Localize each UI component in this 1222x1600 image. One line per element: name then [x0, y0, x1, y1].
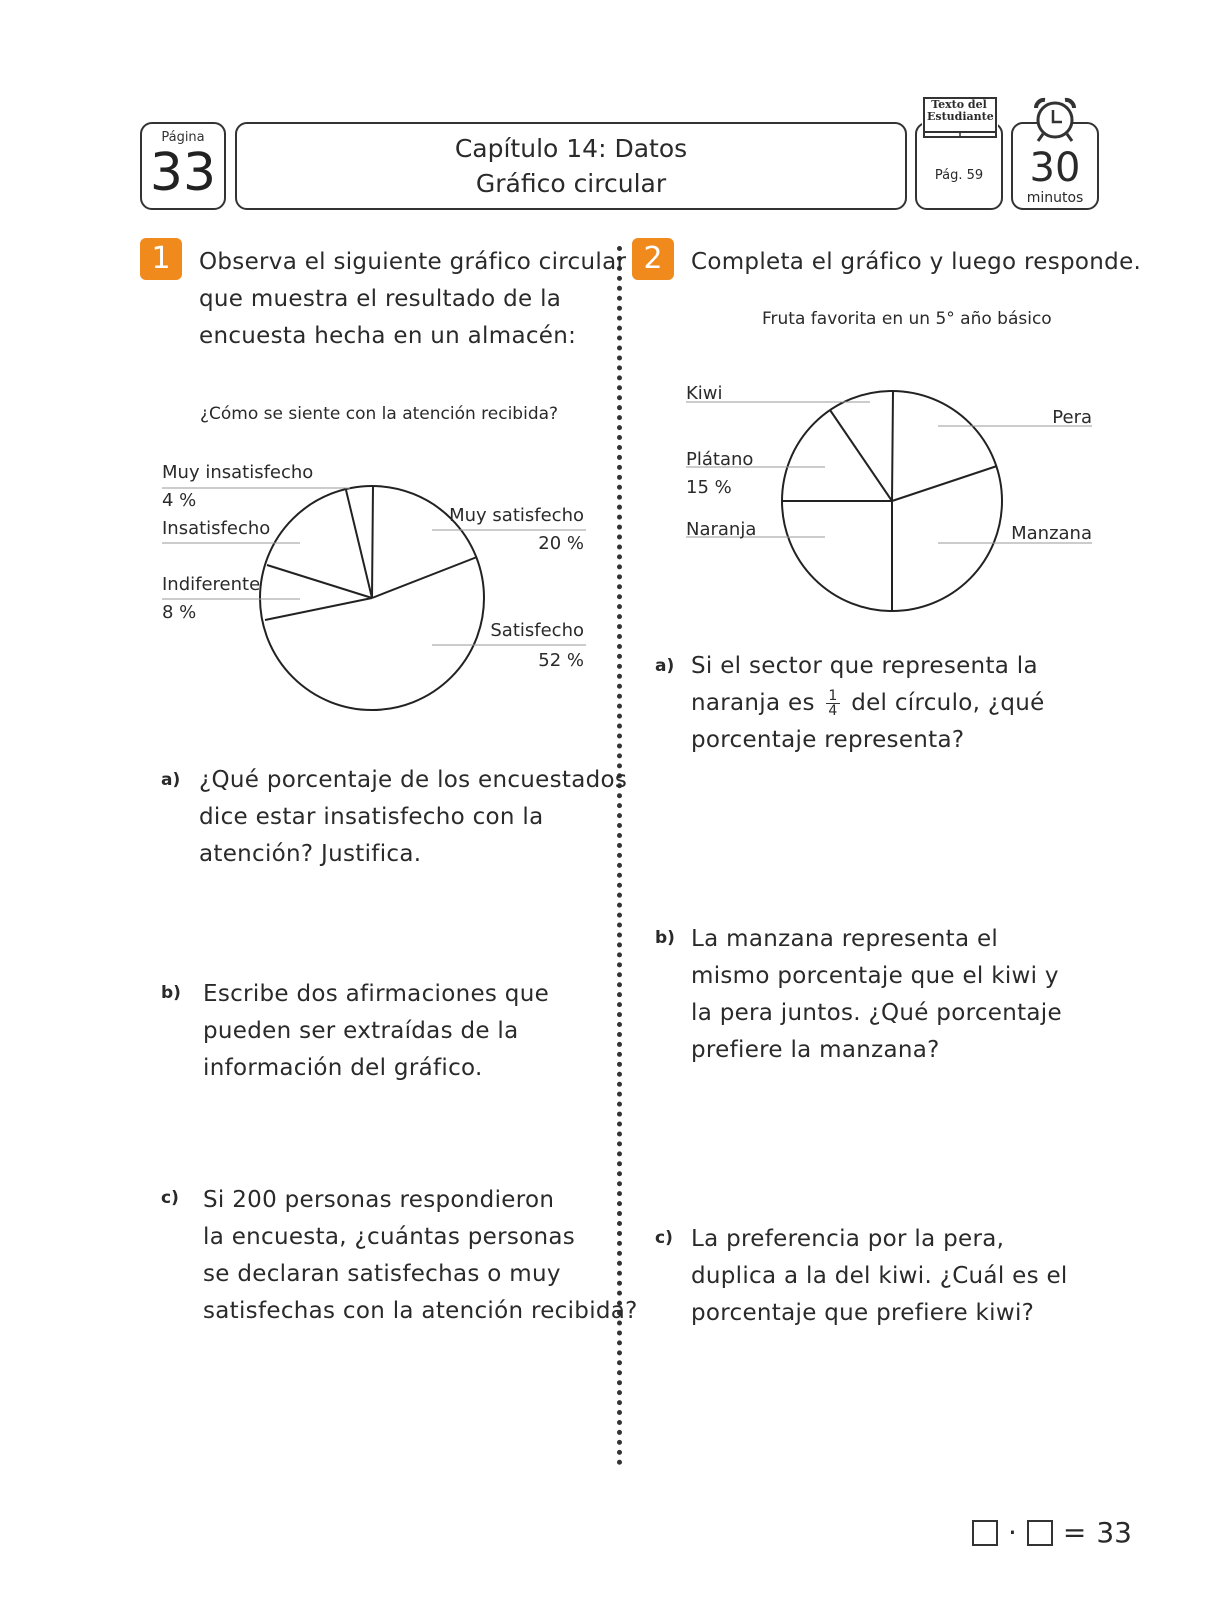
question-1a-letter: a) [161, 770, 181, 790]
q2a-line-with-fraction [691, 685, 1045, 722]
question-1a-text [199, 762, 627, 873]
q1b-line: información del gráfico. [203, 1055, 483, 1081]
ex1-text-line: Observa el siguiente gráfico circular [199, 249, 627, 275]
q2a-line: porcentaje representa? [691, 727, 965, 753]
q2b-line: La manzana representa el [691, 926, 999, 952]
label-muy-satisfecho-pct: 20 % [538, 533, 584, 554]
page-number: 33 [149, 143, 217, 203]
pie-2-slice-edge [892, 391, 893, 501]
fraction-denominator: 4 [828, 703, 838, 719]
label-kiwi: Kiwi [686, 383, 723, 404]
label-satisfecho-pct: 52 % [538, 650, 584, 671]
q2b-line: prefiere la manzana? [691, 1037, 940, 1063]
label-pera: Pera [1052, 407, 1092, 428]
q1c-line: la encuesta, ¿cuántas personas [203, 1224, 576, 1250]
q1b-line: pueden ser extraídas de la [203, 1018, 519, 1044]
book-label: Texto del Estudiante [927, 98, 994, 123]
equals-sign: = [1062, 1516, 1087, 1549]
fraction [826, 689, 839, 718]
ex1-text-line: que muestra el resultado de la [199, 286, 562, 312]
q1a-line: atención? Justifica. [199, 841, 422, 867]
q2b-line: mismo porcentaje que el kiwi y [691, 963, 1059, 989]
exercise-2-badge: 2 [632, 238, 674, 280]
q1c-line: Si 200 personas respondieron [203, 1187, 555, 1213]
question-2c-text [691, 1221, 1068, 1332]
q2b-line: la pera juntos. ¿Qué porcentaje [691, 1000, 1062, 1026]
q1a-line: dice estar insatisfecho con la [199, 804, 544, 830]
page-number-box [140, 122, 226, 210]
question-1c-letter: c) [161, 1188, 179, 1208]
page-label: Página [161, 130, 205, 145]
q1c-line: se declaran satisfechas o muy [203, 1261, 561, 1287]
label-indiferente: Indiferente [162, 574, 261, 595]
label-manzana: Manzana [1011, 523, 1092, 544]
ex1-text-line: encuesta hecha en un almacén: [199, 323, 577, 349]
label-muy-insatisfecho: Muy insatisfecho [162, 462, 314, 483]
q1a-line: ¿Qué porcentaje de los encuestados [199, 767, 628, 793]
label-platano-pct: 15 % [686, 477, 732, 498]
label-naranja: Naranja [686, 519, 757, 540]
q2c-line: porcentaje que prefiere kiwi? [691, 1300, 1035, 1326]
book-icon [922, 96, 998, 140]
fraction-numerator: 1 [828, 688, 838, 704]
book-page: Pág. 59 [934, 168, 984, 183]
question-2a-text [691, 648, 1045, 759]
question-2a-letter: a) [655, 656, 675, 676]
q2c-line: La preferencia por la pera, [691, 1226, 1005, 1252]
label-satisfecho: Satisfecho [490, 620, 584, 641]
multiply-dot: · [1007, 1516, 1017, 1549]
q2a-text: del círculo, ¿qué [851, 690, 1045, 716]
question-1c-text [203, 1182, 638, 1330]
exercise-1-badge: 1 [140, 238, 182, 280]
question-2b-text [691, 921, 1062, 1069]
exercise-2-instructions: Completa el gráfico y luego responde. [691, 249, 1142, 275]
label-muy-insatisfecho-pct: 4 % [162, 490, 197, 511]
blank-box[interactable] [1027, 1520, 1053, 1546]
question-2b-letter: b) [655, 928, 675, 948]
footer-result: 33 [1096, 1516, 1132, 1549]
blank-box[interactable] [972, 1520, 998, 1546]
chart-2-title: Fruta favorita en un 5° año básico [762, 309, 1052, 329]
pie-1-slice-edge [372, 486, 373, 598]
label-platano: Plátano [686, 449, 754, 470]
exercise-1-instructions [199, 244, 626, 355]
q1b-line: Escribe dos afirmaciones que [203, 981, 550, 1007]
alarm-clock-icon [1027, 96, 1083, 146]
chapter-title: Capítulo 14: Datos [454, 134, 688, 163]
chart-1-title: ¿Cómo se siente con la atención recibida? [200, 404, 559, 424]
q2a-text: naranja es [691, 690, 815, 716]
time-value: 30 [1029, 145, 1081, 191]
label-muy-satisfecho: Muy satisfecho [449, 505, 584, 526]
time-unit: minutos [1026, 190, 1084, 206]
label-insatisfecho: Insatisfecho [162, 518, 271, 539]
chapter-subtitle: Gráfico circular [475, 169, 667, 198]
question-2c-letter: c) [655, 1228, 673, 1248]
q2a-line: Si el sector que representa la [691, 653, 1038, 679]
footer-multiplication [972, 1516, 1132, 1549]
question-1b-letter: b) [161, 983, 181, 1003]
chapter-title-box [235, 122, 907, 210]
q1c-line: satisfechas con la atención recibida? [203, 1298, 638, 1324]
label-indiferente-pct: 8 % [162, 602, 197, 623]
q2c-line: duplica a la del kiwi. ¿Cuál es el [691, 1263, 1068, 1289]
question-1b-text [203, 976, 549, 1087]
